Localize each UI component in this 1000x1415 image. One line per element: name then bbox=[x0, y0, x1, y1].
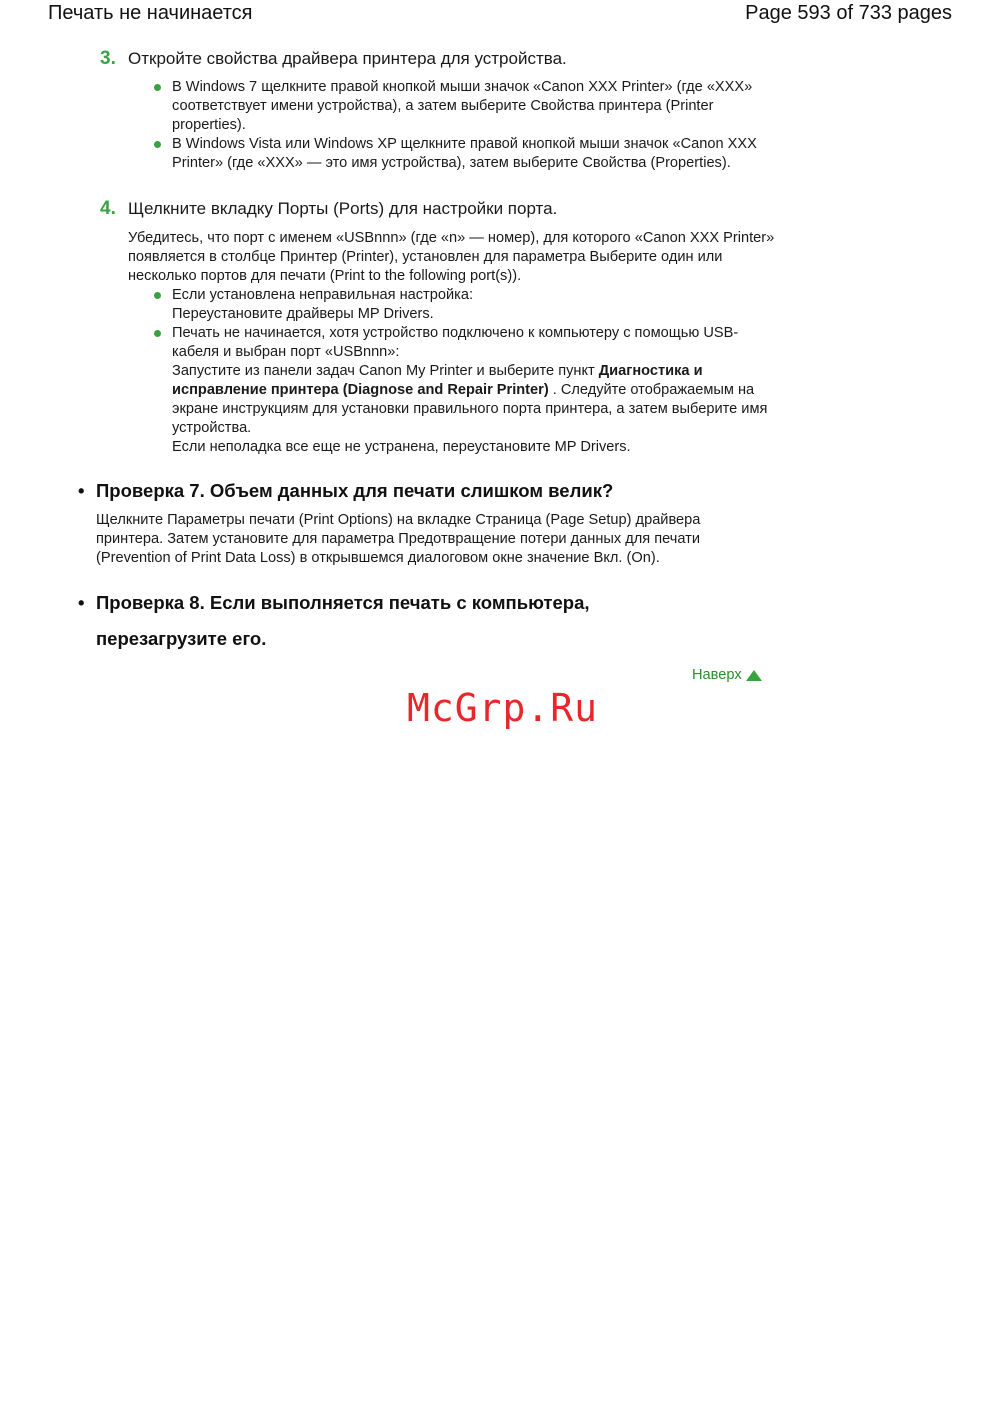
list-item-text: В Windows Vista или Windows XP щелкните правой кнопкой мыши значок «Canon XXX Printer» (где «XXX» — это имя устройства), затем выберите Свойства (Properties). bbox=[172, 136, 757, 171]
list-item bbox=[150, 324, 780, 457]
list-item-text: Если установлена неправильная настройка: bbox=[172, 287, 473, 303]
bullet-dot-icon bbox=[154, 84, 161, 91]
document-title: Печать не начинается bbox=[48, 2, 253, 24]
instruction-text: . Следуйте отображаемым на экране инструкциям для установки правильного порта принтера, а затем выберите имя устройства. bbox=[172, 382, 768, 436]
step-3-bullets bbox=[150, 78, 780, 173]
list-item-text: Если неполадка все еще не устранена, переустановите MP Drivers. bbox=[172, 439, 631, 455]
step-4-intro: Убедитесь, что порт с именем «USBnnn» (где «n» — номер), для которого «Canon XXX Printer» появляется в столбце Принтер (Printer), установлен для параметра Выберите один или несколько портов для печати (Print to the following port(s)). bbox=[128, 230, 775, 284]
page-number: Page 593 of 733 pages bbox=[745, 2, 952, 24]
list-item bbox=[150, 286, 780, 324]
watermark-logo: McGrp.Ru bbox=[407, 686, 599, 730]
step-4-bullets bbox=[150, 286, 780, 457]
page-header bbox=[0, 0, 1000, 30]
list-item-text: В Windows 7 щелкните правой кнопкой мыши значок «Canon XXX Printer» (где «XXX» соответствует имени устройства), а затем выберите Свойства принтера (Printer properties). bbox=[172, 79, 753, 133]
list-item-text bbox=[172, 362, 780, 438]
heading-text: Проверка 7. Объем данных для печати слишком велик? bbox=[96, 480, 614, 501]
menu-item-name: Диагностика и исправление принтера (Diagnose and Repair Printer) bbox=[172, 363, 703, 398]
check-7-body: Щелкните Параметры печати (Print Options) на вкладке Страница (Page Setup) драйвера принтера. Затем установите для параметра Предотвращение потери данных для печати (Prevention of Print Data Loss) в открывшемся диалоговом окне значение Вкл. (On). bbox=[96, 512, 701, 566]
list-item bbox=[150, 78, 780, 135]
heading-text: Проверка 8. Если выполняется печать с компьютера, bbox=[96, 592, 590, 613]
back-to-top-link[interactable] bbox=[692, 667, 762, 683]
step-title: Щелкните вкладку Порты (Ports) для настройки порта. bbox=[128, 199, 558, 218]
instruction-text: Запустите из панели задач Canon My Printer и выберите пункт bbox=[172, 363, 599, 379]
step-number: 3. bbox=[100, 48, 116, 69]
heading-text: перезагрузите его. bbox=[96, 628, 267, 649]
list-item-text: Печать не начинается, хотя устройство подключено к компьютеру с помощью USB-кабеля и выбран порт «USBnnn»: bbox=[172, 325, 739, 360]
bullet-dot-icon bbox=[154, 330, 161, 337]
bullet-icon: • bbox=[78, 592, 85, 613]
triangle-up-icon bbox=[746, 670, 762, 681]
bullet-dot-icon bbox=[154, 141, 161, 148]
back-to-top-label: Наверх bbox=[692, 667, 742, 683]
step-number: 4. bbox=[100, 198, 116, 219]
step-title: Откройте свойства драйвера принтера для устройства. bbox=[128, 49, 567, 68]
list-item bbox=[150, 135, 780, 173]
bullet-dot-icon bbox=[154, 292, 161, 299]
list-item-text: Переустановите драйверы MP Drivers. bbox=[172, 306, 434, 322]
bullet-icon: • bbox=[78, 480, 85, 501]
